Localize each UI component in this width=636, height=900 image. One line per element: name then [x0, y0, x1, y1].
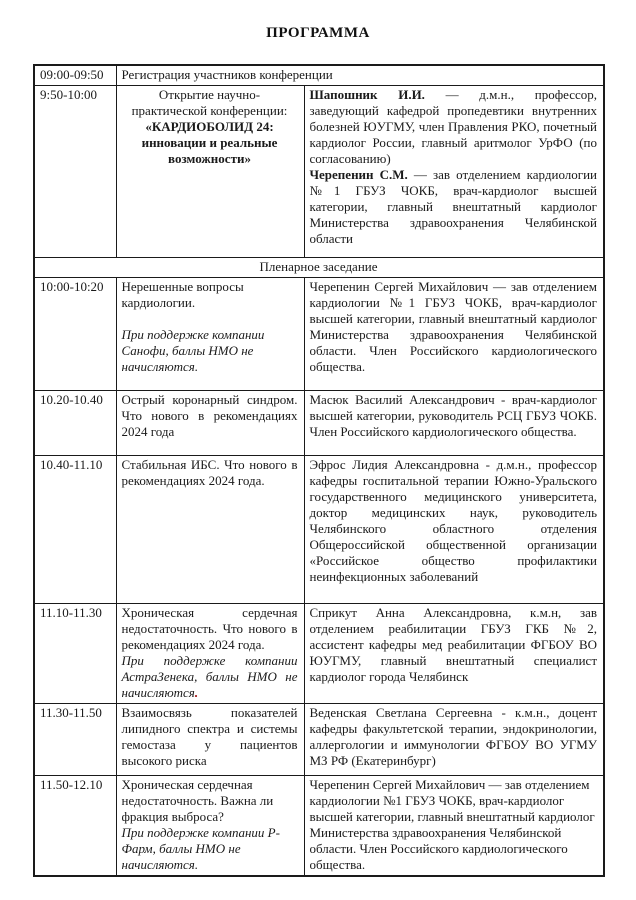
topic-cell: Стабильная ИБС. Что нового в рекомендациях 2024 года.	[116, 456, 304, 604]
time-cell: 10.40-11.10	[34, 456, 116, 604]
time-cell: 10.20-10.40	[34, 391, 116, 456]
topic-cell	[116, 86, 304, 258]
sponsor-note: При поддержке компании Р-Фарм, баллы НМО не начисляются.	[121, 825, 280, 872]
speaker-entry	[310, 87, 598, 167]
time-cell: 11.10-11.30	[34, 604, 116, 704]
talk-topic: Хроническая сердечная недостаточность. Важна ли фракция выброса?	[121, 777, 274, 824]
speaker-cell: Эфрос Лидия Александровна - д.м.н., профессор кафедры госпитальной терапии Южно-Уральского государственного медицинского университета, доктор медицинских наук, руководитель Челябинского областного отделения Общероссийской общественной организации «Российское общество профилактики неинфекционных заболеваний	[304, 456, 604, 604]
speaker-cell: Масюк Василий Александрович - врач-кардиолог высшей категории, руководитель РСЦ ГБУЗ ЧОКБ. Член Российского кардиологического общества.	[304, 391, 604, 456]
speaker-desc: — зав отделением кардиологии №1 ГБУЗ ЧОКБ, врач-кардиолог высшей категории, главный внештатный кардиолог Министерства здравоохранения Челябинской области	[309, 167, 598, 246]
note-period: .	[194, 685, 199, 700]
section-header: Пленарное заседание	[34, 258, 604, 278]
speaker-cell: Веденская Светлана Сергеевна - к.м.н., доцент кафедры факультетской терапии, эндокринологии, аллергологии и иммунологии ФГБОУ ВО УГМУ МЗ РФ (Екатеринбург)	[304, 704, 604, 776]
registration-cell: Регистрация участников конференции	[116, 65, 604, 86]
table-row-opening	[34, 86, 604, 258]
speaker-cell: Черепенин Сергей Михайлович — зав отделением кардиологии №1 ГБУЗ ЧОКБ, врач-кардиолог высшей категории, главный внештатный кардиолог Министерства здравоохранения Челябинской области. Член Российского кардиологического общества.	[304, 776, 604, 877]
table-row-talk	[34, 604, 604, 704]
sponsor-note	[122, 653, 298, 701]
topic-cell	[116, 278, 304, 391]
sponsor-note-text: При поддержке компании АстраЗенека, баллы НМО не начисляются	[121, 653, 298, 700]
speaker-name: Черепенин С.М.	[309, 167, 408, 182]
time-cell: 10:00-10:20	[34, 278, 116, 391]
table-row-talk	[34, 704, 604, 776]
topic-cell	[116, 776, 304, 877]
speaker-desc: — д.м.н., профессор, заведующий кафедрой пропедевтики внутренних болезней ЮУГМУ, член Правления РКО, почетный кардиолог России, главный аритмолог УрФО (по согласованию)	[309, 87, 598, 166]
talk-topic: Нерешенные вопросы кардиологии.	[121, 279, 244, 310]
sponsor-note: При поддержке компании Санофи, баллы НМО не начисляются.	[121, 327, 265, 374]
speaker-cell	[304, 86, 604, 258]
speaker-cell: Сприкут Анна Александровна, к.м.н, зав отделением реабилитации ГБУЗ ГКБ №2, ассистент кафедры мед реабилитации ФГБОУ ВО ЮУГМУ, главный внештатный специалист кардиолог города Челябинск	[304, 604, 604, 704]
topic-cell: Взаимосвязь показателей липидного спектра и системы гемостаза у пациентов высокого риска	[116, 704, 304, 776]
topic-cell: Острый коронарный синдром. Что нового в рекомендациях 2024 года	[116, 391, 304, 456]
speaker-cell: Черепенин Сергей Михайлович — зав отделением кардиологии №1 ГБУЗ ЧОКБ, врач-кардиолог высшей категории, главный внештатный кардиолог Министерства здравоохранения Челябинской области. Член Российского кардиологического общества.	[304, 278, 604, 391]
speaker-name: Шапошник И.И.	[309, 87, 425, 102]
time-cell: 09:00-09:50	[34, 65, 116, 86]
opening-intro: Открытие научно-практической конференции:	[131, 87, 288, 118]
time-cell: 11.50-12.10	[34, 776, 116, 877]
time-cell: 11.30-11.50	[34, 704, 116, 776]
talk-topic: Хроническая сердечная недостаточность. Что нового в рекомендациях 2024 года.	[121, 605, 298, 652]
schedule-table	[33, 64, 605, 877]
time-cell: 9:50-10:00	[34, 86, 116, 258]
conference-name: «КАРДИОБОЛИД 24: инновации и реальные возможности»	[141, 119, 278, 166]
topic-cell	[116, 604, 304, 704]
page-title: ПРОГРАММА	[266, 25, 370, 41]
table-row-talk	[34, 278, 604, 391]
speaker-entry	[310, 167, 598, 247]
table-row-talk	[34, 456, 604, 604]
table-row-talk	[34, 776, 604, 877]
table-row-talk	[34, 391, 604, 456]
table-row-section	[34, 258, 604, 278]
table-row-registration	[34, 65, 604, 86]
